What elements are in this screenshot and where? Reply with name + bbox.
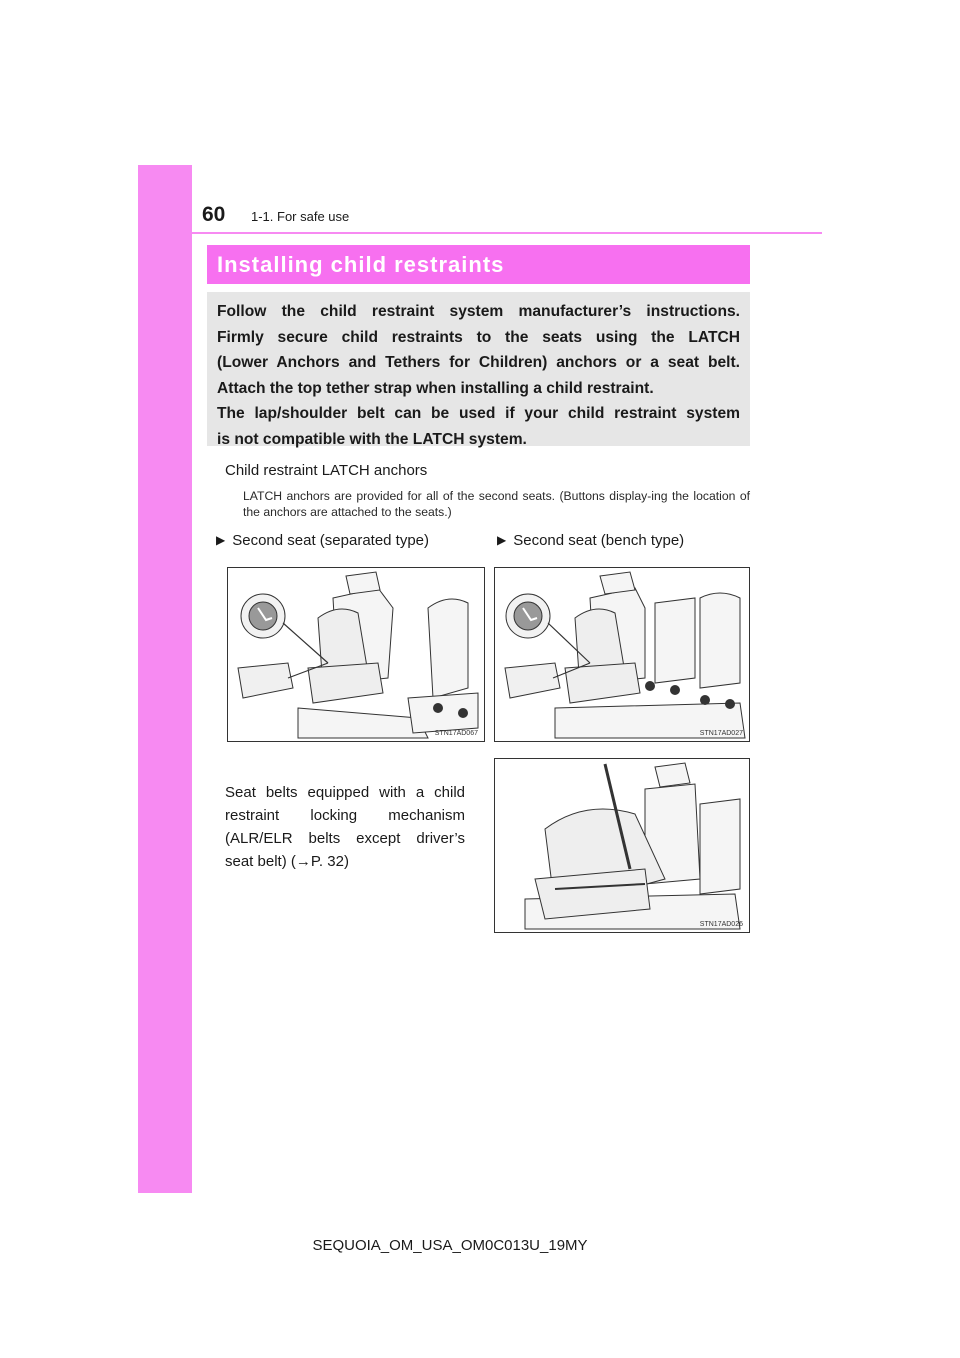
figure-separated-seat xyxy=(227,567,485,742)
pink-side-tab xyxy=(138,165,192,1193)
caption-bench-text: Second seat (bench type) xyxy=(513,532,685,549)
seatbelt-line: seat belt) (→P. 32) xyxy=(225,853,349,870)
caption-bench xyxy=(497,532,684,550)
footer-doc-id: SEQUOIA_OM_USA_OM0C013U_19MY xyxy=(312,1237,588,1254)
caption-separated xyxy=(216,532,429,550)
figure-code: STN17AD026 xyxy=(699,921,743,928)
figure-seatbelt xyxy=(494,758,750,933)
intro-line: (Lower Anchors and Tethers for Children) anchors or a seat belt. xyxy=(217,354,740,371)
seatbelt-line: Seat belts equipped with a child xyxy=(225,784,465,801)
section-title: 1-1. For safe use xyxy=(251,209,350,224)
intro-line: Attach the top tether strap when installing a child restraint. xyxy=(217,379,654,397)
intro-line: Follow the child restraint system manufacturer’s instructions. xyxy=(217,303,740,320)
triangle-bullet-icon: ▶ xyxy=(216,533,226,547)
triangle-bullet-icon: ▶ xyxy=(497,533,507,547)
figure-bench-seat xyxy=(494,567,750,742)
figure-code: STN17AD067 xyxy=(434,730,478,737)
header-divider xyxy=(192,232,822,234)
page-number: 60 xyxy=(202,203,226,226)
bench-seat-illustration xyxy=(495,568,749,741)
figure-code: STN17AD027 xyxy=(699,730,743,737)
latch-description: LATCH anchors are provided for all of the second seats. (Buttons display-ing the location of the anchors are attached to the seats.) xyxy=(243,489,750,519)
intro-box xyxy=(207,292,750,446)
seatbelt-line: (ALR/ELR belts except driver’s xyxy=(225,830,465,847)
intro-line: The lap/shoulder belt can be used if your child restraint system xyxy=(217,405,740,422)
intro-line: is not compatible with the LATCH system. xyxy=(217,430,527,448)
latch-heading: Child restraint LATCH anchors xyxy=(225,462,428,479)
intro-line: Firmly secure child restraints to the seats using the LATCH xyxy=(217,328,740,346)
seatbelt-line: restraint locking mechanism xyxy=(225,807,465,824)
page-title: Installing child restraints xyxy=(207,245,750,284)
caption-separated-text: Second seat (separated type) xyxy=(232,532,430,549)
seatbelt-description xyxy=(225,781,465,873)
seatbelt-illustration xyxy=(495,759,749,932)
separated-seat-illustration xyxy=(228,568,484,741)
